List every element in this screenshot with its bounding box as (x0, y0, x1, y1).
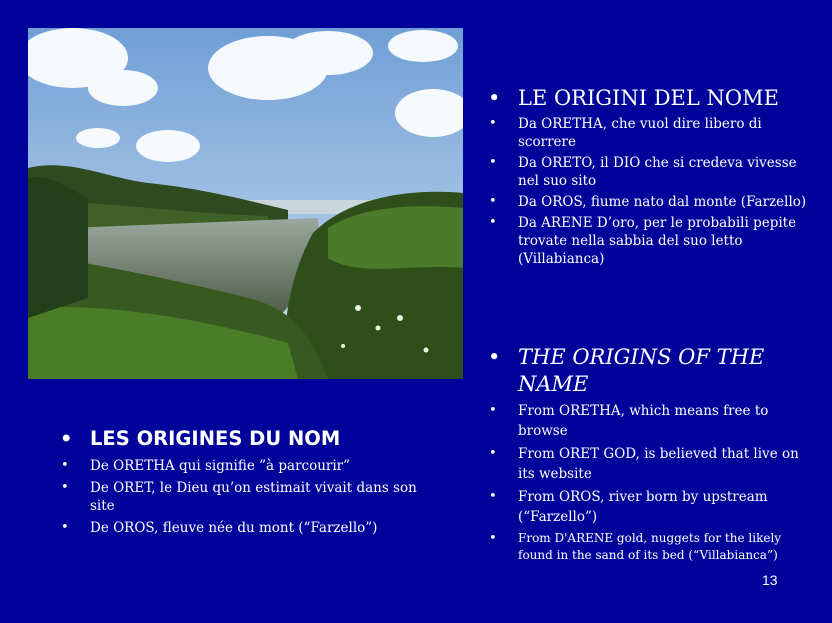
italian-origins-list (488, 115, 813, 268)
list-item: • De ORETHA qui signifie ”à parcourir” (60, 457, 420, 475)
french-origins-list (60, 457, 420, 537)
river-landscape-image (28, 28, 463, 379)
french-heading: • LES ORIGINES DU NOM (60, 425, 420, 453)
italian-heading: • LE ORIGINI DEL NOME (488, 85, 813, 112)
list-item: • From ORETHA, which means free to browse (488, 401, 813, 441)
list-item: • Da ORETHA, che vuol dire libero di scorrere (488, 115, 813, 151)
list-item: • From ORET GOD, is believed that live on its website (488, 444, 813, 484)
slide-number: 13 (762, 572, 778, 588)
river-photo (28, 28, 463, 379)
french-origins-section (60, 425, 420, 541)
list-item: • De ORET, le Dieu qu’on estimait vivait dans son site (60, 479, 420, 515)
list-item: • From OROS, river born by upstream (“Farzello”) (488, 487, 813, 527)
list-item: • Da OROS, fiume nato dal monte (Farzello) (488, 193, 813, 211)
english-origins-section (488, 344, 813, 567)
list-item: • Da ARENE D’oro, per le probabili pepite trovate nella sabbia del suo letto (Villabianca) (488, 214, 813, 268)
list-item: • Da ORETO, il DIO che si credeva vivesse nel suo sito (488, 154, 813, 190)
list-item: • From D'ARENE gold, nuggets for the likely found in the sand of its bed (“Villabianca”) (488, 530, 813, 564)
list-item: • De OROS, fleuve née du mont (“Farzello”) (60, 519, 420, 537)
english-heading: • THE ORIGINS OF THE NAME (488, 344, 813, 398)
english-origins-list (488, 401, 813, 564)
italian-origins-section (488, 85, 813, 271)
